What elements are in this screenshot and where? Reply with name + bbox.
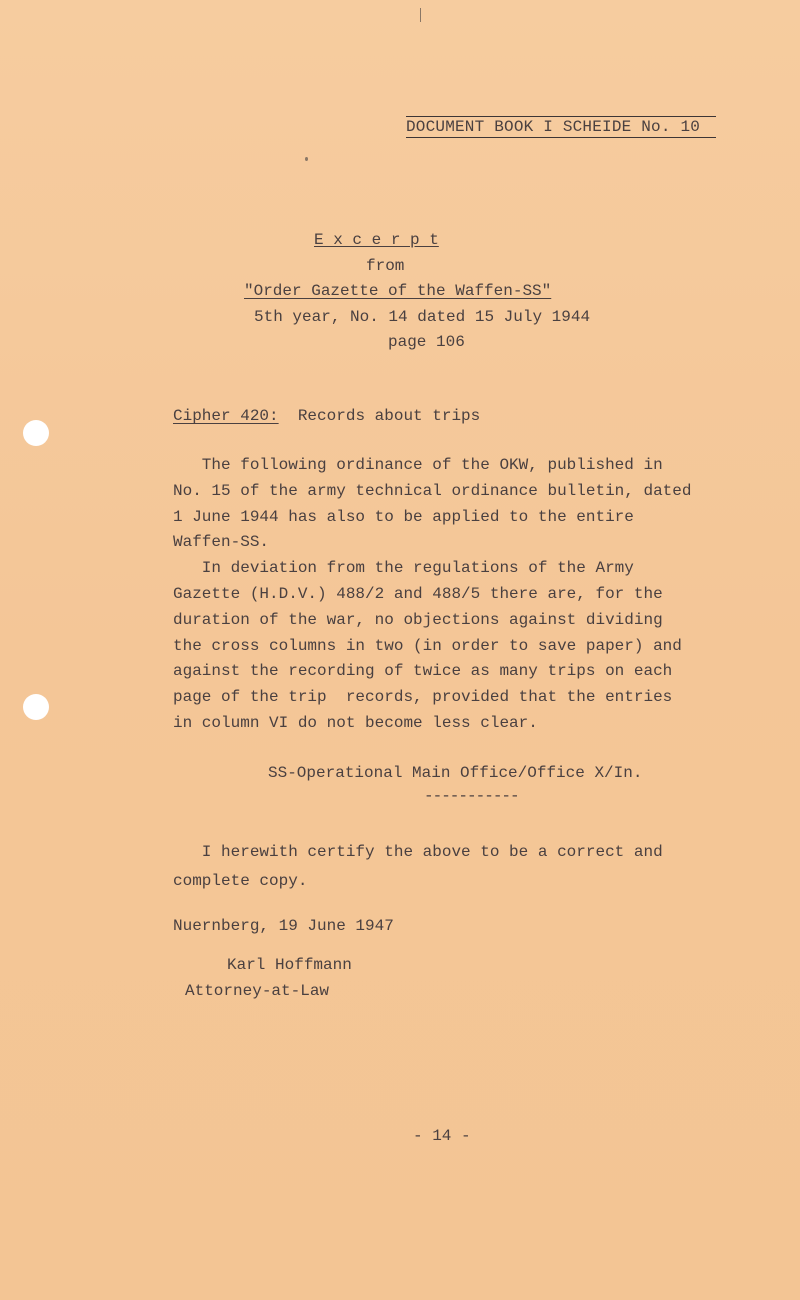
body-line: page of the trip records, provided that the entries [173,688,673,707]
issue-line: 5th year, No. 14 dated 15 July 1944 [254,307,591,326]
page-number: - 14 - [413,1127,471,1145]
signer-title: Attorney-at-Law [185,982,330,1000]
separator-line: ----------- [424,787,519,805]
certification-text [173,838,733,896]
punch-hole [23,420,49,446]
signer-block [185,952,352,1004]
cipher-subject: Records about trips [297,407,481,425]
paper-speck [305,157,308,161]
body-line: The following ordinance of the OKW, published in [173,456,663,474]
from-line: from [366,256,405,275]
issuing-office: SS-Operational Main Office/Office X/In. [268,764,643,782]
certification-line: complete copy. [173,872,308,890]
body-line: 1 June 1944 has also to be applied to the entire [173,507,634,526]
body-text [173,453,763,737]
punch-hole [23,694,49,720]
body-line: the cross columns in two (in order to save paper) and [173,636,682,655]
gazette-title: "Order Gazette of the Waffen-SS" [244,282,552,300]
body-line: No. 15 of the army technical ordinance bulletin, dated [173,481,692,500]
title-block [170,228,680,356]
body-line: in column VI do not become less clear. [173,713,538,732]
body-line: duration of the war, no objections against dividing [173,610,663,629]
body-line: In deviation from the regulations of the Army [173,559,634,578]
body-line: Waffen-SS. [173,533,270,552]
place-and-date: Nuernberg, 19 June 1947 [173,917,394,935]
certification-line: I herewith certify the above to be a correct and [173,843,663,861]
cipher-line [173,405,480,427]
excerpt-heading: E x c e r p t [314,231,439,249]
cipher-code: Cipher 420: [173,407,279,425]
paper-speck [420,8,421,22]
body-line: Gazette (H.D.V.) 488/2 and 488/5 there are, for the [173,584,663,603]
source-page-line: page 106 [388,333,465,351]
document-reference: DOCUMENT BOOK I SCHEIDE No. 10 [406,116,716,138]
signer-name: Karl Hoffmann [227,956,352,974]
body-line: against the recording of twice as many trips on each [173,662,673,681]
